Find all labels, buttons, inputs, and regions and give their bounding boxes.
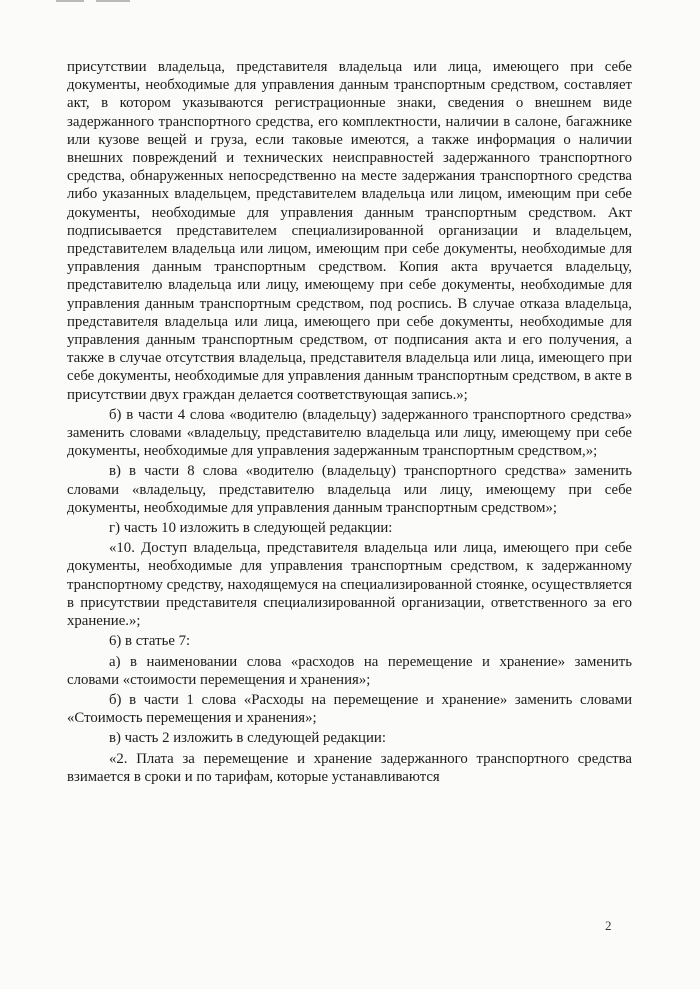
paragraph-article-7-part-2-heading: в) часть 2 изложить в следующей редакции: (109, 730, 386, 747)
paragraph-part-10-text: «10. Доступ владельца, представителя владельца или лица, имеющего при себе документы, необходимые для управления транспортным средством, к задержанному транспортному средству, находящемуся на специализированной стоянке, осуществляется в присутствии представителя специализированной организации, ответственного за его хранение.»; (67, 540, 632, 630)
scan-edge-mark (96, 0, 130, 2)
paragraph-part-10-heading: г) часть 10 изложить в следующей редакции: (109, 520, 393, 537)
page-number: 2 (605, 918, 612, 933)
paragraph-article-7-title-amendment: а) в наименовании слова «расходов на перемещение и хранение» заменить словами «стоимости перемещения и хранения»; (67, 653, 632, 688)
document-body (67, 58, 632, 788)
paragraph-act-continuation: присутствии владельца, представителя владельца или лица, имеющего при себе документы, необходимые для управления данным транспортным средством, составляет акт, в котором указываются регистрационные знаки, сведения о внешнем виде задержанного транспортного средства, его комплектности, наличии в салоне, багажнике или кузове вещей и груза, если таковые имеются, а также информация о наличии внешних повреждений и технических неисправностей задержанного транспортного средства, обнаруженных непосредственно на месте задержания транспортного средства либо указанных владельцем, представителем владельца или лицом, имеющим при себе документы, необходимые для управления данным транспортным средством. Акт подписывается представителем специализированной организации и владельцем, представителем владельца или лицом, имеющим при себе документы, необходимые для управления данным транспортным средством. Копия акта вручается владельцу, представителю владельца или лицу, имеющему при себе документы, необходимые для управления данным транспортным средством, под роспись. В случае отказа владельца, представителя владельца или лица, имеющего при себе документы, необходимые для управления данным транспортным средством, от подписания акта и его получения, а также в случае отсутствия владельца, представителя владельца или лица, имеющего при себе документы, необходимые для управления данным транспортным средством, в акте в присутствии двух граждан делается соответствующая запись.»; (67, 59, 632, 403)
paragraph-article-7-part-2-text: «2. Плата за перемещение и хранение задержанного транспортного средства взимается в сроки и по тарифам, которые устанавливаются (67, 750, 632, 785)
scan-edge-mark (56, 0, 84, 2)
paragraph-article-7-part-1-amendment: б) в части 1 слова «Расходы на перемещение и хранение» заменить словами «Стоимость перемещения и хранения»; (67, 691, 632, 727)
paragraph-part-8-amendment: в) в части 8 слова «водителю (владельцу) транспортного средства» заменить словами «владельцу, представителю владельца или лицу, имеющему при себе документы, необходимые для управления данным транспортным средством»; (67, 463, 632, 516)
paragraph-part-4-amendment: б) в части 4 слова «водителю (владельцу) задержанного транспортного средства» заменить словами «владельцу, представителю владельца или лицу, имеющему при себе документы, необходимые для управления задержанным транспортным средством,»; (67, 406, 632, 460)
paragraph-article-7-heading: 6) в статье 7: (109, 633, 191, 650)
